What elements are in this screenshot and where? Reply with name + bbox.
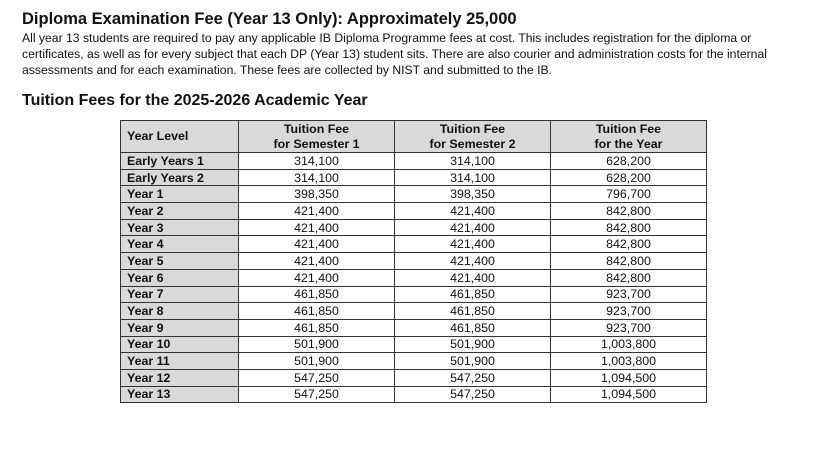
diploma-fee-heading: Diploma Examination Fee (Year 13 Only): Approximately 25,000: [22, 10, 517, 28]
header-semester-2-line1: Tuition Fee: [439, 121, 506, 136]
cell-semester-2-fee: 461,850: [395, 303, 551, 320]
header-semester-2-line2: for Semester 2: [429, 136, 516, 151]
header-full-year-line2: for the Year: [594, 136, 663, 151]
cell-full-year-fee: 1,003,800: [551, 336, 707, 353]
cell-full-year-fee: 1,094,500: [551, 369, 707, 386]
cell-year-level: Year 8: [121, 303, 239, 320]
table-header-row: [121, 121, 707, 153]
cell-year-level: Year 4: [121, 236, 239, 253]
header-full-year-line1: Tuition Fee: [595, 121, 662, 136]
cell-year-level: Year 13: [121, 386, 239, 403]
cell-semester-1-fee: 461,850: [239, 286, 395, 303]
cell-full-year-fee: 796,700: [551, 186, 707, 203]
header-semester-1: [239, 121, 395, 153]
cell-full-year-fee: 842,800: [551, 219, 707, 236]
cell-full-year-fee: 842,800: [551, 236, 707, 253]
cell-year-level: Year 5: [121, 253, 239, 270]
table-row: [121, 169, 707, 186]
cell-semester-1-fee: 501,900: [239, 336, 395, 353]
cell-year-level: Early Years 2: [121, 169, 239, 186]
cell-full-year-fee: 842,800: [551, 269, 707, 286]
cell-semester-1-fee: 421,400: [239, 269, 395, 286]
cell-semester-1-fee: 421,400: [239, 203, 395, 220]
table-row: [121, 269, 707, 286]
cell-semester-1-fee: 421,400: [239, 219, 395, 236]
cell-semester-2-fee: 421,400: [395, 219, 551, 236]
cell-semester-1-fee: 314,100: [239, 169, 395, 186]
cell-semester-2-fee: 461,850: [395, 286, 551, 303]
cell-semester-2-fee: 501,900: [395, 353, 551, 370]
diploma-fee-description: All year 13 students are required to pay any applicable IB Diploma Programme fees at cost. This includes registration for the diploma or certificates, as well as for every subject that each DP (Year 13) student sits. There are also courier and administration costs for the internal assessments and for each examination. These fees are collected by NIST and submitted to the IB.: [22, 31, 767, 77]
cell-full-year-fee: 923,700: [551, 303, 707, 320]
cell-full-year-fee: 1,003,800: [551, 353, 707, 370]
cell-semester-1-fee: 461,850: [239, 319, 395, 336]
cell-year-level: Early Years 1: [121, 153, 239, 170]
cell-semester-1-fee: 421,400: [239, 236, 395, 253]
cell-semester-2-fee: 421,400: [395, 236, 551, 253]
cell-semester-1-fee: 501,900: [239, 353, 395, 370]
cell-full-year-fee: 628,200: [551, 153, 707, 170]
cell-semester-1-fee: 547,250: [239, 386, 395, 403]
cell-full-year-fee: 1,094,500: [551, 386, 707, 403]
cell-semester-1-fee: 461,850: [239, 303, 395, 320]
table-row: [121, 153, 707, 170]
table-row: [121, 236, 707, 253]
cell-semester-2-fee: 421,400: [395, 269, 551, 286]
header-full-year: [551, 121, 707, 153]
cell-year-level: Year 1: [121, 186, 239, 203]
cell-full-year-fee: 628,200: [551, 169, 707, 186]
table-row: [121, 203, 707, 220]
cell-semester-1-fee: 314,100: [239, 153, 395, 170]
cell-semester-2-fee: 421,400: [395, 253, 551, 270]
cell-semester-1-fee: 398,350: [239, 186, 395, 203]
cell-semester-1-fee: 547,250: [239, 369, 395, 386]
table-row: [121, 369, 707, 386]
cell-year-level: Year 9: [121, 319, 239, 336]
tuition-fees-heading: Tuition Fees for the 2025-2026 Academic Year: [22, 92, 368, 109]
header-year-level: Year Level: [121, 121, 239, 153]
table-row: [121, 253, 707, 270]
cell-year-level: Year 12: [121, 369, 239, 386]
table-row: [121, 286, 707, 303]
table-row: [121, 219, 707, 236]
cell-year-level: Year 6: [121, 269, 239, 286]
cell-year-level: Year 2: [121, 203, 239, 220]
table-row: [121, 319, 707, 336]
cell-semester-2-fee: 461,850: [395, 319, 551, 336]
cell-year-level: Year 11: [121, 353, 239, 370]
cell-semester-1-fee: 421,400: [239, 253, 395, 270]
header-semester-1-line1: Tuition Fee: [283, 121, 350, 136]
tuition-fees-table: [120, 120, 707, 403]
cell-full-year-fee: 923,700: [551, 286, 707, 303]
table-row: [121, 353, 707, 370]
cell-full-year-fee: 842,800: [551, 203, 707, 220]
cell-semester-2-fee: 501,900: [395, 336, 551, 353]
cell-year-level: Year 7: [121, 286, 239, 303]
cell-semester-2-fee: 398,350: [395, 186, 551, 203]
table-row: [121, 186, 707, 203]
cell-semester-2-fee: 314,100: [395, 153, 551, 170]
table-row: [121, 386, 707, 403]
header-semester-2: [395, 121, 551, 153]
cell-full-year-fee: 923,700: [551, 319, 707, 336]
cell-year-level: Year 10: [121, 336, 239, 353]
tuition-fees-body: [121, 153, 707, 403]
table-row: [121, 303, 707, 320]
cell-semester-2-fee: 421,400: [395, 203, 551, 220]
header-semester-1-line2: for Semester 1: [273, 136, 360, 151]
cell-year-level: Year 3: [121, 219, 239, 236]
cell-semester-2-fee: 547,250: [395, 369, 551, 386]
cell-semester-2-fee: 547,250: [395, 386, 551, 403]
cell-semester-2-fee: 314,100: [395, 169, 551, 186]
cell-full-year-fee: 842,800: [551, 253, 707, 270]
table-row: [121, 336, 707, 353]
